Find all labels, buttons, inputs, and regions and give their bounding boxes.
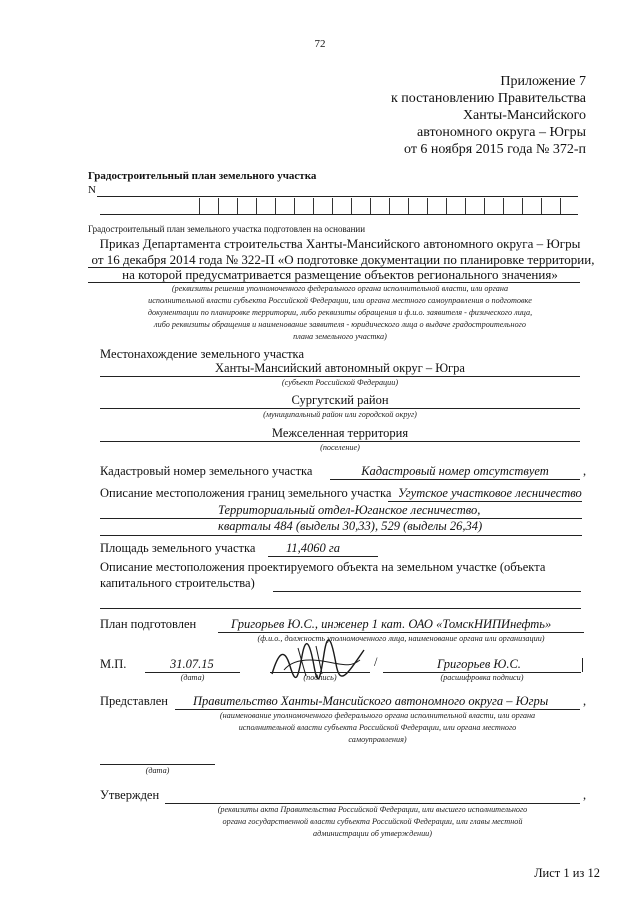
cadastral-end-mark: ,: [583, 464, 587, 478]
boundaries-line-1-underline: [388, 501, 582, 502]
boundaries-line-2: Территориальный отдел-Юганское лесничество,: [218, 503, 481, 517]
location-subject-caption: (субъект Российской Федерации): [281, 378, 399, 387]
doc-title: Градостроительный план земельного участка: [88, 170, 317, 182]
location-district-caption: (муниципальный район или городской округ): [263, 410, 417, 419]
signature-slash: /: [374, 655, 378, 669]
location-district-line: [100, 408, 580, 409]
presented-end-mark: ,: [583, 694, 587, 708]
doc-number-line: [97, 196, 578, 197]
basis-line-3-underline: [88, 282, 580, 283]
area-line: [268, 556, 378, 557]
cadastral-value: Кадастровый номер отсутствует: [361, 464, 549, 478]
appendix-line-1: Приложение 7: [500, 74, 586, 89]
presented-caption-3: самоуправления): [348, 735, 407, 744]
cadastral-label: Кадастровый номер земельного участка: [100, 464, 313, 478]
presented-label: Представлен: [100, 694, 168, 708]
prepared-caption: (ф.и.о., должность уполномоченного лица, наименование органа или организации): [257, 634, 545, 643]
location-settlement-line: [100, 441, 580, 442]
area-label: Площадь земельного участка: [100, 541, 256, 555]
area-value: 11,4060 га: [286, 541, 340, 555]
object-location-extra-line: [100, 608, 581, 609]
object-location-line-2: капитального строительства): [100, 576, 255, 590]
boundaries-line-3: кварталы 484 (выделы 30,33), 529 (выделы 26,34): [218, 519, 483, 533]
approved-label: Утвержден: [100, 788, 160, 802]
location-label: Местонахождение земельного участка: [100, 347, 304, 361]
presented-caption-1: (наименование уполномоченного федерального органа исполнительной власти, или органа: [219, 711, 536, 720]
location-district: Сургутский район: [291, 393, 389, 407]
appendix-line-5: от 6 ноября 2015 года № 372-п: [404, 142, 586, 157]
approved-end-mark: ,: [583, 788, 587, 802]
cadastral-line: [330, 479, 580, 480]
doc-number-label: N: [88, 184, 96, 196]
prepared-label: План подготовлен: [100, 617, 197, 631]
object-location-line-1: Описание местоположения проектируемого объекта на земельном участке (объекта: [100, 560, 546, 574]
basis-caption-1: (реквизиты решения уполномоченного федерального органа исполнительной власти, или органа: [171, 284, 509, 293]
boundaries-line-3-underline: [100, 535, 582, 536]
appendix-line-4: автономного округа – Югры: [417, 125, 586, 140]
approved-caption-1: (реквизиты акта Правительства Российской Федерации, или высшего исполнительного: [217, 805, 528, 814]
approved-line: [165, 803, 580, 804]
basis-caption-3: документации по планировке территории, либо реквизиты обращения и ф.и.о. заявителя - физического лица,: [147, 308, 533, 317]
presented-date-line: [100, 764, 215, 765]
location-subject: Ханты-Мансийский автономный округ – Югра: [215, 361, 465, 375]
presented-caption-2: исполнительной власти субъекта Российской Федерации, или органа местного: [238, 723, 517, 732]
stamp-label: М.П.: [100, 657, 127, 671]
presented-line: [175, 709, 580, 710]
boundaries-line-1: Угутское участковое лесничество: [398, 486, 582, 500]
basis-line-2: от 16 декабря 2014 года № 322-П «О подготовке документации по планировке территории,: [91, 252, 595, 267]
appendix-line-3: Ханты-Мансийского: [462, 108, 586, 123]
basis-caption-5: плана земельного участка): [293, 332, 387, 341]
name-end-mark: [582, 658, 583, 672]
basis-line-3: на которой предусматривается размещение объектов регионального значения»: [122, 267, 558, 282]
basis-line-1: Приказ Департамента строительства Ханты-Мансийского автономного округа – Югры: [99, 236, 581, 251]
location-settlement: Межселенная территория: [271, 426, 409, 440]
appendix-line-2: к постановлению Правительства: [390, 91, 586, 106]
signature-caption: (подпись): [303, 673, 337, 682]
location-settlement-caption: (поселение): [320, 443, 360, 452]
prepared-name-caption: (расшифровка подписи): [440, 673, 524, 682]
presented-date-caption: (дата): [145, 766, 170, 775]
prepared-value: Григорьев Ю.С., инженер 1 кат. ОАО «ТомскНИПИнефть»: [231, 617, 552, 631]
object-location-line-2-underline: [273, 591, 581, 592]
prepared-date: 31.07.15: [170, 657, 214, 671]
page-number: 72: [314, 38, 326, 50]
prepared-line: [218, 632, 584, 633]
boundaries-label: Описание местоположения границ земельного участка: [100, 486, 392, 500]
sheet-counter: Лист 1 из 12: [534, 866, 600, 880]
location-subject-line: [100, 376, 580, 377]
approved-caption-3: администрации об утверждении): [312, 829, 432, 838]
presented-value: Правительство Ханты-Мансийского автономного округа – Югры: [193, 694, 549, 708]
prepared-name: Григорьев Ю.С.: [437, 657, 521, 671]
approved-caption-2: органа государственной власти субъекта Российской Федерации, или главы местной: [222, 817, 523, 826]
basis-caption-2: исполнительной власти субъекта Российской Федерации, или органа местного самоуправления о подготовке: [148, 296, 532, 305]
basis-intro: Градостроительный план земельного участка подготовлен на основании: [88, 224, 366, 234]
basis-caption-4: либо реквизиты обращения и наименование заявителя - юридического лица о выдаче градостроительного: [154, 320, 526, 329]
prepared-date-caption: (дата): [180, 673, 205, 682]
